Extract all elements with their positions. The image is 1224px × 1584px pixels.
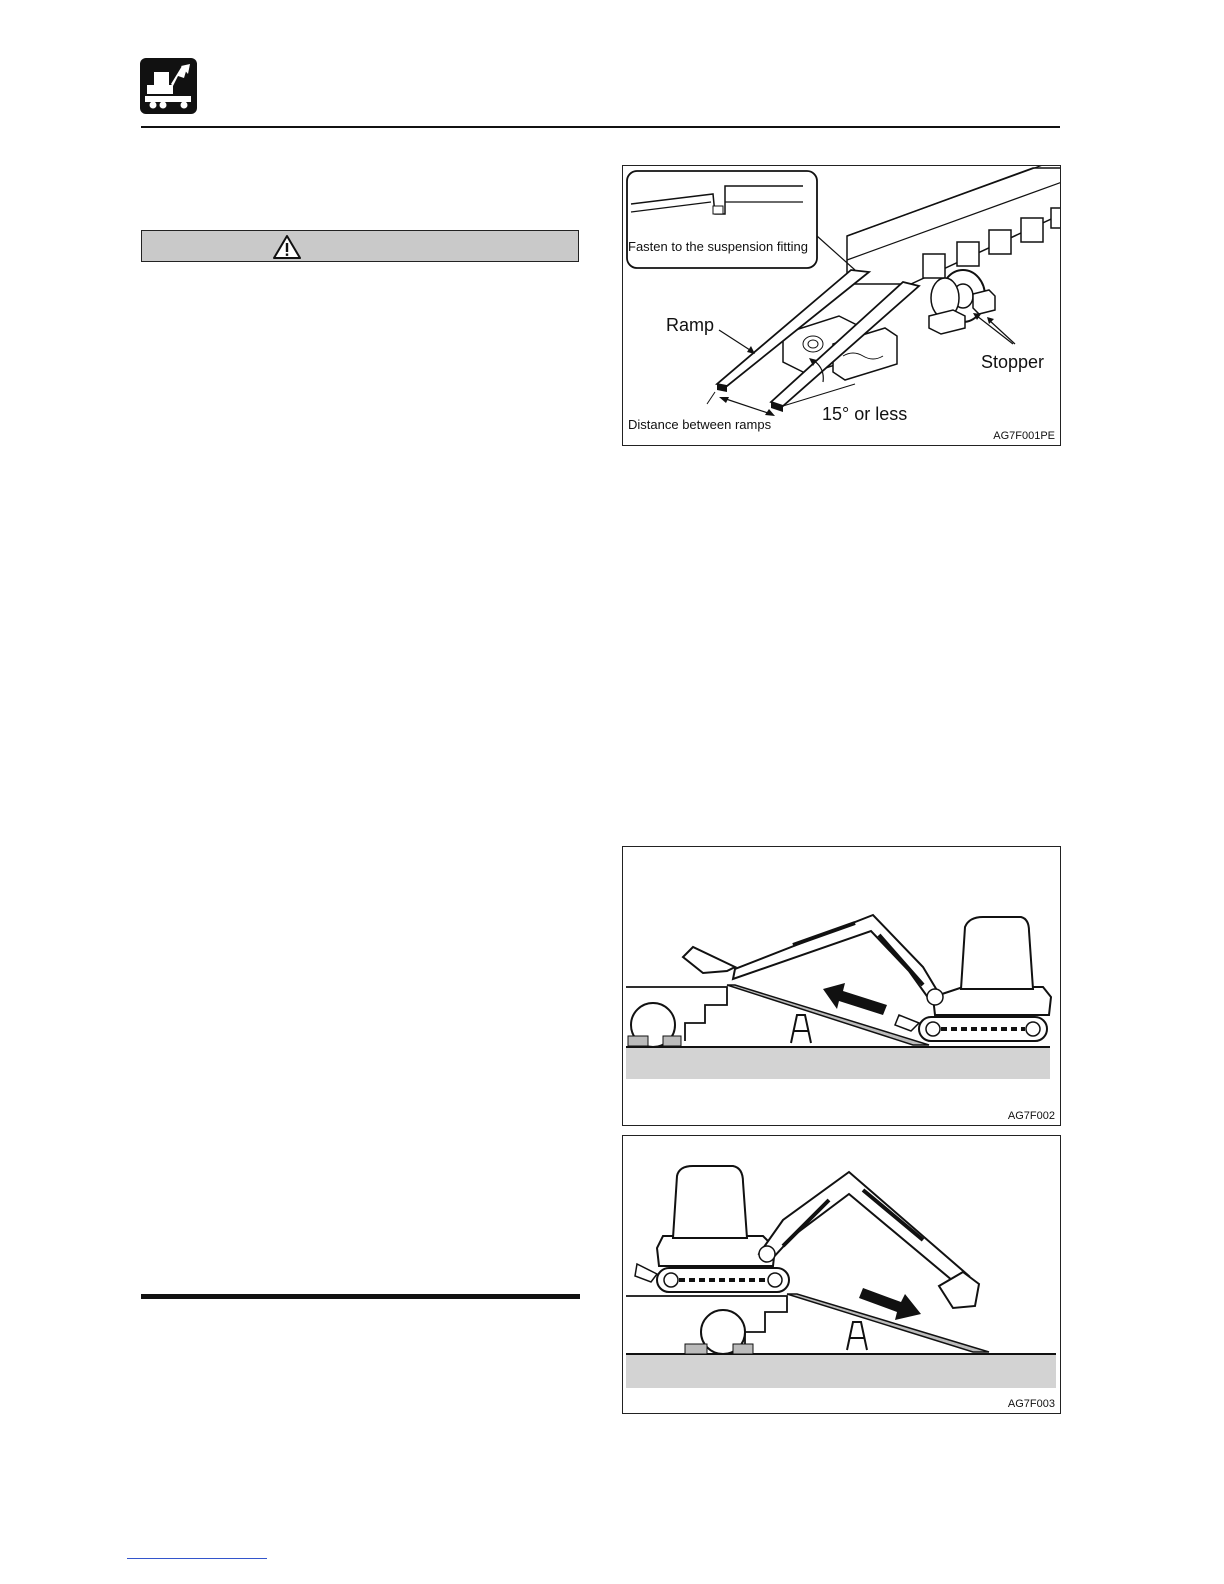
figure-code: AG7F002 bbox=[1007, 1110, 1055, 1122]
angle-label: 15° or less bbox=[822, 404, 908, 424]
loading-up-illustration bbox=[623, 847, 1061, 1126]
warning-triangle-icon bbox=[272, 234, 302, 260]
stopper-label: Stopper bbox=[981, 352, 1045, 372]
figure-code: AG7F001PE bbox=[993, 430, 1055, 442]
suspension-fitting-label: Fasten to the suspension fitting bbox=[628, 239, 808, 254]
header-divider bbox=[141, 126, 1060, 128]
ramp-distance-label: Distance between ramps bbox=[628, 417, 772, 432]
figure-code: AG7F003 bbox=[1007, 1398, 1055, 1410]
ramp-label: Ramp bbox=[666, 315, 715, 335]
section-divider bbox=[141, 1294, 580, 1299]
ramp-setup-figure bbox=[622, 165, 1061, 446]
footnote-rule bbox=[127, 1558, 267, 1559]
loading-up-figure bbox=[622, 846, 1061, 1126]
loading-down-figure bbox=[622, 1135, 1061, 1414]
excavator-on-trailer-icon bbox=[140, 58, 197, 114]
caution-banner bbox=[141, 230, 579, 262]
loading-down-illustration bbox=[623, 1136, 1061, 1414]
